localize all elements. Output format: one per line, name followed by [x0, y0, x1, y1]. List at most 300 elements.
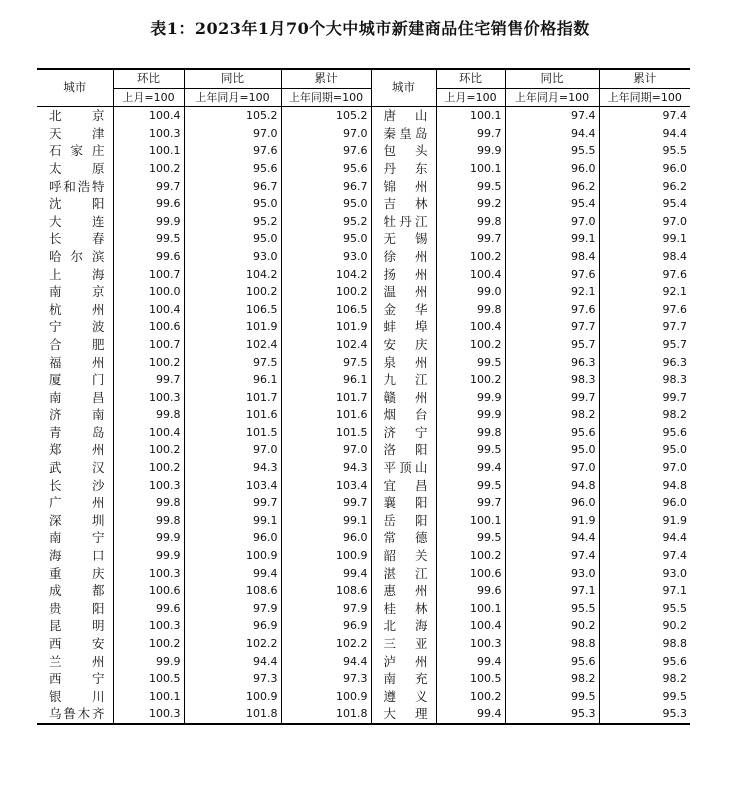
city-name-right: 安庆 [371, 336, 436, 354]
mom-value-right: 99.5 [436, 354, 505, 372]
mom-value-left: 99.6 [113, 600, 184, 618]
cum-value-left: 94.3 [281, 459, 371, 477]
header-cum-right: 累计 [599, 69, 690, 88]
mom-value-left: 100.2 [113, 459, 184, 477]
yoy-value-left: 106.5 [184, 301, 281, 319]
city-name-right: 扬州 [371, 266, 436, 284]
yoy-value-right: 96.3 [505, 354, 599, 372]
yoy-value-right: 97.6 [505, 266, 599, 284]
yoy-value-right: 94.8 [505, 477, 599, 495]
city-name-right: 无锡 [371, 230, 436, 248]
cum-value-left: 106.5 [281, 301, 371, 319]
yoy-value-left: 97.3 [184, 670, 281, 688]
mom-value-right: 100.4 [436, 266, 505, 284]
city-name-left: 长春 [49, 231, 105, 247]
city-name-left: 太原 [49, 160, 105, 176]
mom-value-right: 99.2 [436, 195, 505, 213]
yoy-value-right: 96.2 [505, 178, 599, 196]
mom-value-left: 99.9 [113, 213, 184, 231]
table-row [37, 459, 690, 477]
table-row [37, 565, 690, 583]
cum-value-right: 97.6 [599, 266, 690, 284]
cum-value-right: 99.1 [599, 230, 690, 248]
yoy-value-left: 101.6 [184, 406, 281, 424]
cum-value-right: 95.7 [599, 336, 690, 354]
yoy-value-right: 98.2 [505, 670, 599, 688]
table-row [37, 547, 690, 565]
table-row [37, 266, 690, 284]
city-name-right: 金华 [371, 301, 436, 319]
mom-value-right: 100.1 [436, 512, 505, 530]
city-name-right: 蚌埠 [371, 318, 436, 336]
cum-value-left: 100.9 [281, 547, 371, 565]
city-name-left: 银川 [49, 688, 105, 704]
mom-value-left: 99.5 [113, 230, 184, 248]
mom-value-right: 100.3 [436, 635, 505, 653]
yoy-value-left: 100.2 [184, 283, 281, 301]
city-name-right: 包头 [371, 142, 436, 160]
city-name-right: 湛江 [371, 565, 436, 583]
table-body [37, 107, 690, 724]
yoy-value-left: 105.2 [184, 107, 281, 125]
header-cum-base-right: 上年同期=100 [599, 88, 690, 107]
table-row [37, 494, 690, 512]
mom-value-right: 99.6 [436, 582, 505, 600]
mom-value-left: 100.2 [113, 354, 184, 372]
city-name-left: 长沙 [49, 477, 105, 493]
city-name-left: 石家庄 [49, 143, 105, 159]
cum-value-right: 94.8 [599, 477, 690, 495]
mom-value-left: 99.8 [113, 494, 184, 512]
cum-value-left: 99.1 [281, 512, 371, 530]
table-row [37, 389, 690, 407]
table-row [37, 617, 690, 635]
yoy-value-left: 95.6 [184, 160, 281, 178]
cum-value-left: 96.7 [281, 178, 371, 196]
cum-value-right: 95.3 [599, 705, 690, 724]
mom-value-right: 99.5 [436, 529, 505, 547]
mom-value-right: 99.4 [436, 705, 505, 724]
city-name-right: 三亚 [371, 635, 436, 653]
cum-value-left: 97.3 [281, 670, 371, 688]
city-name-left: 哈尔滨 [49, 248, 105, 264]
cum-value-left: 95.2 [281, 213, 371, 231]
mom-value-left: 100.0 [113, 283, 184, 301]
yoy-value-right: 95.6 [505, 653, 599, 671]
mom-value-left: 100.3 [113, 125, 184, 143]
city-name-left: 福州 [49, 354, 105, 370]
table-row [37, 248, 690, 266]
table-row [37, 635, 690, 653]
yoy-value-right: 95.5 [505, 600, 599, 618]
mom-value-right: 100.5 [436, 670, 505, 688]
yoy-value-left: 101.8 [184, 705, 281, 724]
table-row [37, 529, 690, 547]
table-row [37, 142, 690, 160]
mom-value-left: 100.5 [113, 670, 184, 688]
city-name-right: 温州 [371, 283, 436, 301]
cum-value-left: 108.6 [281, 582, 371, 600]
yoy-value-left: 96.0 [184, 529, 281, 547]
table-row [37, 354, 690, 372]
table-row [37, 424, 690, 442]
yoy-value-right: 91.9 [505, 512, 599, 530]
mom-value-left: 100.6 [113, 318, 184, 336]
city-name-left: 郑州 [49, 442, 105, 458]
mom-value-right: 100.2 [436, 248, 505, 266]
cum-value-left: 101.7 [281, 389, 371, 407]
cum-value-left: 95.6 [281, 160, 371, 178]
cum-value-right: 99.7 [599, 389, 690, 407]
city-name-right: 泸州 [371, 653, 436, 671]
yoy-value-left: 97.0 [184, 125, 281, 143]
yoy-value-right: 96.0 [505, 494, 599, 512]
yoy-value-left: 99.4 [184, 565, 281, 583]
cum-value-left: 96.9 [281, 617, 371, 635]
city-name-right: 烟台 [371, 406, 436, 424]
mom-value-left: 100.2 [113, 441, 184, 459]
yoy-value-left: 97.0 [184, 441, 281, 459]
yoy-value-left: 97.5 [184, 354, 281, 372]
yoy-value-right: 93.0 [505, 565, 599, 583]
mom-value-left: 100.2 [113, 160, 184, 178]
city-name-right: 桂林 [371, 600, 436, 618]
cum-value-right: 96.3 [599, 354, 690, 372]
cum-value-left: 104.2 [281, 266, 371, 284]
city-name-left: 乌鲁木齐 [37, 705, 113, 724]
city-name-left: 天津 [49, 125, 105, 141]
cum-value-right: 94.4 [599, 125, 690, 143]
yoy-value-left: 100.9 [184, 688, 281, 706]
yoy-value-left: 102.4 [184, 336, 281, 354]
yoy-value-left: 97.9 [184, 600, 281, 618]
city-name-right: 南充 [371, 670, 436, 688]
cum-value-right: 97.0 [599, 459, 690, 477]
yoy-value-right: 94.4 [505, 125, 599, 143]
yoy-value-left: 96.1 [184, 371, 281, 389]
yoy-value-right: 98.8 [505, 635, 599, 653]
city-name-right: 锦州 [371, 178, 436, 196]
cum-value-right: 92.1 [599, 283, 690, 301]
mom-value-right: 100.2 [436, 371, 505, 389]
yoy-value-left: 95.0 [184, 195, 281, 213]
city-name-right: 惠州 [371, 582, 436, 600]
cum-value-left: 97.5 [281, 354, 371, 372]
table-title: 表1：2023年1月70个大中城市新建商品住宅销售价格指数 [150, 19, 590, 38]
yoy-value-right: 99.7 [505, 389, 599, 407]
header-mom-right: 环比 [436, 69, 505, 88]
yoy-value-right: 97.7 [505, 318, 599, 336]
yoy-value-left: 95.2 [184, 213, 281, 231]
cum-value-left: 97.6 [281, 142, 371, 160]
yoy-value-left: 101.9 [184, 318, 281, 336]
city-name-left: 青岛 [49, 424, 105, 440]
city-name-left: 深圳 [49, 512, 105, 528]
mom-value-left: 99.7 [113, 371, 184, 389]
yoy-value-left: 95.0 [184, 230, 281, 248]
cum-value-right: 96.0 [599, 494, 690, 512]
cum-value-right: 95.6 [599, 424, 690, 442]
yoy-value-right: 95.6 [505, 424, 599, 442]
yoy-value-right: 98.2 [505, 406, 599, 424]
city-name-left: 合肥 [49, 336, 105, 352]
cum-value-right: 98.3 [599, 371, 690, 389]
table-row [37, 371, 690, 389]
mom-value-right: 99.7 [436, 494, 505, 512]
city-name-right: 秦皇岛 [371, 125, 436, 143]
mom-value-left: 100.7 [113, 336, 184, 354]
header-mom-base-right: 上月=100 [436, 88, 505, 107]
city-name-left: 南昌 [49, 389, 105, 405]
table-row [37, 688, 690, 706]
yoy-value-left: 99.7 [184, 494, 281, 512]
cum-value-right: 95.4 [599, 195, 690, 213]
cum-value-right: 97.0 [599, 213, 690, 231]
table-row [37, 213, 690, 231]
mom-value-left: 100.3 [113, 705, 184, 724]
city-name-left: 兰州 [49, 653, 105, 669]
city-name-left: 济南 [49, 407, 105, 423]
yoy-value-left: 96.9 [184, 617, 281, 635]
yoy-value-left: 101.5 [184, 424, 281, 442]
table-row [37, 336, 690, 354]
city-name-left: 沈阳 [49, 196, 105, 212]
cum-value-left: 97.0 [281, 125, 371, 143]
yoy-value-left: 100.9 [184, 547, 281, 565]
yoy-value-right: 98.4 [505, 248, 599, 266]
cum-value-right: 98.2 [599, 406, 690, 424]
price-index-table [37, 68, 690, 725]
mom-value-left: 100.4 [113, 424, 184, 442]
mom-value-left: 99.9 [113, 653, 184, 671]
cum-value-right: 97.4 [599, 107, 690, 125]
yoy-value-right: 97.4 [505, 107, 599, 125]
cum-value-left: 96.0 [281, 529, 371, 547]
header-cum-left: 累计 [281, 69, 371, 88]
cum-value-right: 98.4 [599, 248, 690, 266]
yoy-value-right: 97.1 [505, 582, 599, 600]
city-name-left: 宁波 [49, 319, 105, 335]
cum-value-right: 93.0 [599, 565, 690, 583]
cum-value-right: 94.4 [599, 529, 690, 547]
mom-value-left: 100.1 [113, 688, 184, 706]
yoy-value-right: 99.1 [505, 230, 599, 248]
mom-value-right: 100.4 [436, 318, 505, 336]
yoy-value-right: 94.4 [505, 529, 599, 547]
mom-value-right: 99.9 [436, 389, 505, 407]
yoy-value-left: 101.7 [184, 389, 281, 407]
city-name-left: 杭州 [49, 301, 105, 317]
mom-value-right: 99.7 [436, 230, 505, 248]
mom-value-right: 99.4 [436, 459, 505, 477]
cum-value-left: 103.4 [281, 477, 371, 495]
cum-value-right: 90.2 [599, 617, 690, 635]
header-mom-base-left: 上月=100 [113, 88, 184, 107]
mom-value-right: 100.6 [436, 565, 505, 583]
city-name-left: 海口 [49, 548, 105, 564]
cum-value-right: 96.2 [599, 178, 690, 196]
cum-value-left: 97.0 [281, 441, 371, 459]
city-name-right: 平顶山 [371, 459, 436, 477]
cum-value-right: 96.0 [599, 160, 690, 178]
header-row-bases [37, 88, 690, 107]
header-mom-left: 环比 [113, 69, 184, 88]
table-row [37, 301, 690, 319]
cum-value-left: 101.6 [281, 406, 371, 424]
cum-value-left: 100.2 [281, 283, 371, 301]
mom-value-right: 99.4 [436, 653, 505, 671]
mom-value-right: 99.5 [436, 441, 505, 459]
mom-value-left: 100.4 [113, 107, 184, 125]
yoy-value-right: 92.1 [505, 283, 599, 301]
cum-value-right: 95.0 [599, 441, 690, 459]
yoy-value-right: 90.2 [505, 617, 599, 635]
yoy-value-right: 95.4 [505, 195, 599, 213]
table-row [37, 477, 690, 495]
cum-value-right: 91.9 [599, 512, 690, 530]
cum-value-right: 98.2 [599, 670, 690, 688]
cum-value-left: 99.7 [281, 494, 371, 512]
mom-value-left: 99.9 [113, 547, 184, 565]
city-name-right: 韶关 [371, 547, 436, 565]
mom-value-right: 100.1 [436, 107, 505, 125]
yoy-value-left: 102.2 [184, 635, 281, 653]
yoy-value-left: 94.4 [184, 653, 281, 671]
header-yoy-right: 同比 [505, 69, 599, 88]
cum-value-left: 105.2 [281, 107, 371, 125]
yoy-value-right: 97.4 [505, 547, 599, 565]
city-name-left: 南京 [49, 284, 105, 300]
mom-value-right: 100.4 [436, 617, 505, 635]
city-name-right: 岳阳 [371, 512, 436, 530]
cum-value-left: 101.9 [281, 318, 371, 336]
mom-value-right: 100.1 [436, 160, 505, 178]
table-row [37, 230, 690, 248]
mom-value-left: 99.8 [113, 406, 184, 424]
city-name-left: 武汉 [49, 460, 105, 476]
city-name-left: 呼和浩特 [49, 178, 105, 194]
table-row [37, 178, 690, 196]
mom-value-right: 99.8 [436, 213, 505, 231]
yoy-value-right: 96.0 [505, 160, 599, 178]
mom-value-left: 100.7 [113, 266, 184, 284]
mom-value-right: 100.2 [436, 547, 505, 565]
city-name-left: 厦门 [49, 372, 105, 388]
mom-value-right: 99.8 [436, 301, 505, 319]
table-row [37, 195, 690, 213]
yoy-value-right: 97.0 [505, 459, 599, 477]
city-name-right: 北海 [371, 617, 436, 635]
city-name-right: 赣州 [371, 389, 436, 407]
yoy-value-left: 103.4 [184, 477, 281, 495]
cum-value-right: 97.7 [599, 318, 690, 336]
yoy-value-left: 104.2 [184, 266, 281, 284]
table-row [37, 406, 690, 424]
city-name-left: 北京 [49, 108, 105, 124]
cum-value-right: 95.6 [599, 653, 690, 671]
yoy-value-right: 95.5 [505, 142, 599, 160]
cum-value-left: 95.0 [281, 195, 371, 213]
city-name-right: 唐山 [371, 107, 436, 125]
mom-value-right: 99.5 [436, 477, 505, 495]
table-row [37, 512, 690, 530]
cum-value-left: 96.1 [281, 371, 371, 389]
cum-value-left: 97.9 [281, 600, 371, 618]
table-row [37, 670, 690, 688]
yoy-value-right: 99.5 [505, 688, 599, 706]
header-yoy-left: 同比 [184, 69, 281, 88]
mom-value-right: 99.9 [436, 406, 505, 424]
yoy-value-right: 97.0 [505, 213, 599, 231]
table-row [37, 705, 690, 724]
cum-value-right: 97.4 [599, 547, 690, 565]
city-name-right: 常德 [371, 529, 436, 547]
city-name-left: 南宁 [49, 530, 105, 546]
table-row [37, 653, 690, 671]
yoy-value-right: 97.6 [505, 301, 599, 319]
mom-value-left: 100.6 [113, 582, 184, 600]
cum-value-left: 93.0 [281, 248, 371, 266]
mom-value-right: 99.8 [436, 424, 505, 442]
city-name-left: 西宁 [49, 671, 105, 687]
city-name-right: 徐州 [371, 248, 436, 266]
header-yoy-base-left: 上年同月=100 [184, 88, 281, 107]
yoy-value-left: 96.7 [184, 178, 281, 196]
city-name-left: 上海 [49, 266, 105, 282]
yoy-value-left: 108.6 [184, 582, 281, 600]
cum-value-left: 101.5 [281, 424, 371, 442]
header-yoy-base-right: 上年同月=100 [505, 88, 599, 107]
table-row [37, 318, 690, 336]
mom-value-left: 100.3 [113, 477, 184, 495]
mom-value-right: 99.7 [436, 125, 505, 143]
cum-value-left: 101.8 [281, 705, 371, 724]
table-row [37, 125, 690, 143]
mom-value-left: 99.6 [113, 195, 184, 213]
mom-value-right: 100.1 [436, 600, 505, 618]
cum-value-right: 98.8 [599, 635, 690, 653]
city-name-left: 成都 [49, 583, 105, 599]
city-name-right: 襄阳 [371, 494, 436, 512]
mom-value-left: 100.4 [113, 301, 184, 319]
cum-value-right: 99.5 [599, 688, 690, 706]
yoy-value-left: 94.3 [184, 459, 281, 477]
yoy-value-right: 95.0 [505, 441, 599, 459]
mom-value-left: 99.7 [113, 178, 184, 196]
mom-value-left: 99.9 [113, 529, 184, 547]
mom-value-left: 100.3 [113, 389, 184, 407]
cum-value-left: 94.4 [281, 653, 371, 671]
city-name-right: 大理 [371, 705, 436, 724]
header-city-left: 城市 [37, 69, 113, 107]
city-name-left: 广州 [49, 495, 105, 511]
mom-value-right: 100.2 [436, 688, 505, 706]
yoy-value-left: 97.6 [184, 142, 281, 160]
city-name-left: 重庆 [49, 565, 105, 581]
header-row-groups [37, 69, 690, 88]
city-name-left: 昆明 [49, 618, 105, 634]
cum-value-left: 102.2 [281, 635, 371, 653]
cum-value-left: 100.9 [281, 688, 371, 706]
city-name-right: 洛阳 [371, 441, 436, 459]
mom-value-left: 100.3 [113, 565, 184, 583]
mom-value-right: 99.9 [436, 142, 505, 160]
mom-value-right: 99.0 [436, 283, 505, 301]
mom-value-left: 100.3 [113, 617, 184, 635]
city-name-right: 吉林 [371, 195, 436, 213]
yoy-value-right: 95.7 [505, 336, 599, 354]
mom-value-right: 100.2 [436, 336, 505, 354]
